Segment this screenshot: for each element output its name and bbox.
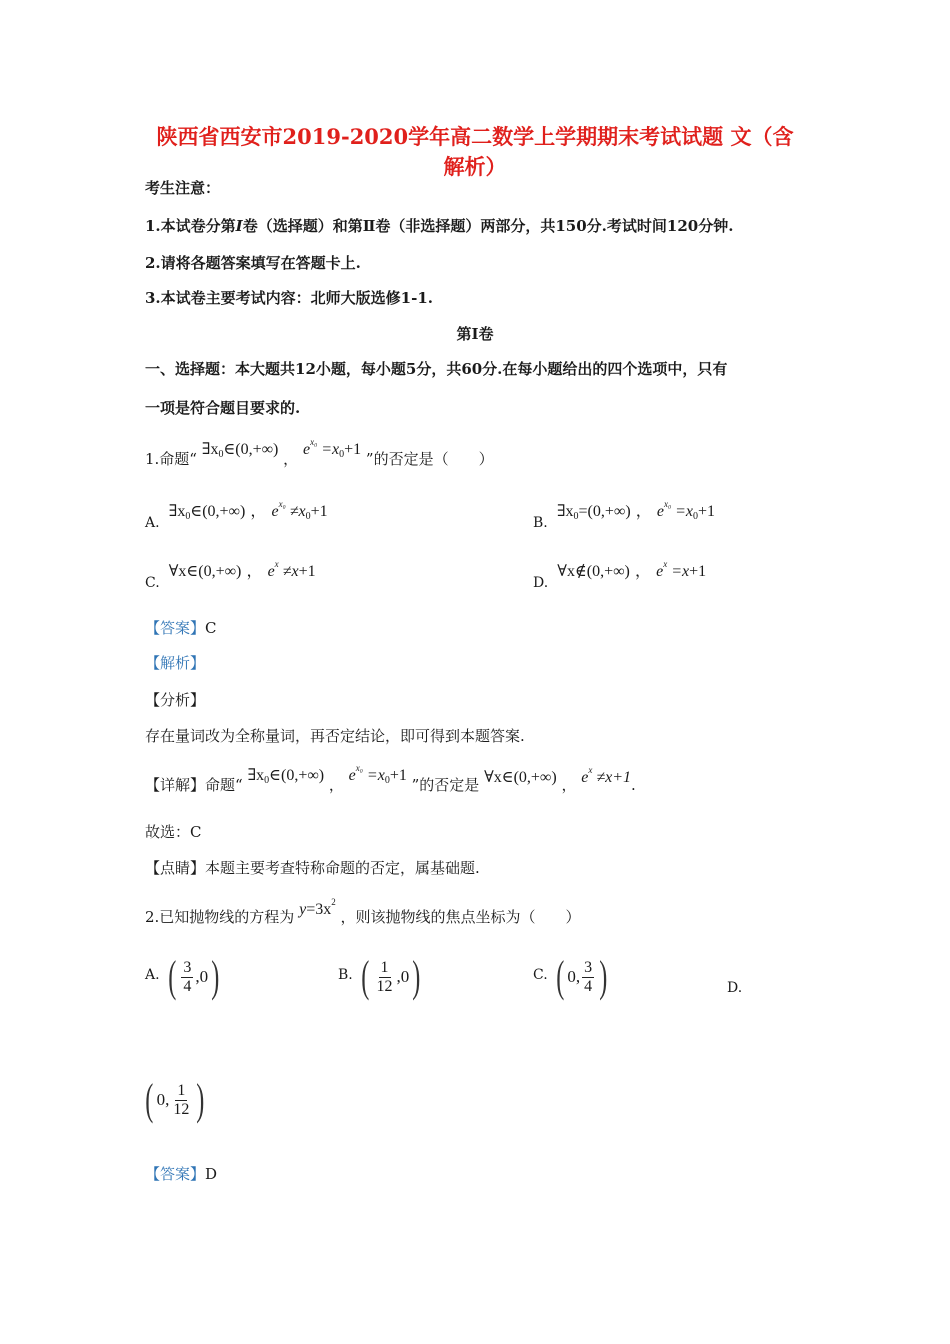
q1-fenxi-tag: 【分析】 — [145, 691, 206, 709]
q2-equation: $y=3x^2$ — [299, 897, 336, 918]
q1-detail-negation-1: ∀x∈(0,+∞) — [484, 769, 557, 786]
q1-option-d[interactable]: D. ∀x∉(0,+∞) ， $e^x =x+1$ — [533, 559, 707, 591]
q1-detail: 【详解】命题“ $\exists x_0\in(0,+\infty)$ ， $e^{x_0} =x_0+1$ ”的否定是 ∀x∈(0,+∞) ， $e^x \ne x+1$. — [145, 763, 636, 794]
q1-fenxi-text: 存在量词改为全称量词，再否定结论，即可得到本题答案. — [145, 727, 525, 745]
q1-option-a[interactable]: A. $\exists x_0\in(0,+\infty)$ ， $e^{x_0} \ne x_0+1$ — [145, 499, 328, 531]
notice-item-3: 3.本试卷主要考试内容：北师大版选修1-1. — [145, 289, 433, 307]
q1-option-b-math-1: $\exists x_0=(0,+\infty)$ — [556, 503, 631, 522]
q1-option-a-math-1: $\exists x_0\in(0,+\infty)$ — [168, 503, 246, 522]
q2-stem: 2.已知抛物线的方程为 $y=3x^2$ ，则该抛物线的焦点坐标为（ ） — [145, 897, 581, 926]
q1-option-c[interactable]: C. ∀x∈(0,+∞) ， $e^x \ne x+1$ — [145, 559, 316, 591]
q1-option-c-math-1: ∀x∈(0,+∞) — [168, 563, 242, 580]
q1-detail-negation-2: $e^x \ne x+1$ — [581, 765, 632, 786]
q1-option-b-math-2: $e^{x_0} =x_0+1$ — [656, 499, 716, 522]
title-line-1: 陕西省西安市2019-2020学年高二数学上学期期末考试试题 文（含 — [156, 124, 794, 149]
q1-answer: 【答案】C — [145, 619, 217, 637]
document-title — [130, 122, 820, 182]
notice-item-1: 1.本试卷分第I卷（选择题）和第Ⅱ卷（非选择题）两部分，共150分.考试时间120分钟. — [145, 217, 734, 235]
q1-option-a-math-2: $e^{x_0} \ne x_0+1$ — [271, 499, 328, 522]
q1-stem: 1.命题“ $\exists x_0\in(0,+\infty)$ ， $e^{x_0} =x_0+1$ ”的否定是（ ） — [145, 437, 494, 468]
section-title: 第Ⅰ卷 — [456, 325, 494, 343]
q2-option-d[interactable]: ( 0 , $\frac{1}{12}$ ) — [145, 1075, 205, 1124]
q1-stmt-exists: $\exists x_0\in(0,+\infty)$ — [201, 441, 279, 460]
q2-option-d-label[interactable]: D. — [727, 980, 743, 996]
q2-option-c[interactable]: C. ( 0 , $\frac{3}{4}$ ) — [533, 952, 608, 1001]
q1-stmt-equation: $e^{x_0} =x_0+1$ — [302, 437, 362, 460]
q1-comment: 【点睛】本题主要考查特称命题的否定，属基础题. — [145, 859, 480, 877]
q1-option-d-math-1: ∀x∉(0,+∞) — [557, 563, 630, 580]
q2-option-a[interactable]: A. ( $\frac{3}{4}$ , 0 ) — [145, 952, 220, 1001]
q2-answer: 【答案】D — [145, 1165, 218, 1183]
notice-heading: 考生注意： — [145, 179, 221, 197]
q1-conclusion: 故选：C — [145, 823, 202, 841]
q1-option-b[interactable]: B. $\exists x_0=(0,+\infty)$ ， $e^{x_0} =x_0+1$ — [533, 499, 716, 531]
q1-option-d-math-2: $e^x =x+1$ — [656, 559, 707, 580]
q2-option-b[interactable]: B. ( $\frac{1}{12}$ , 0 ) — [338, 952, 421, 1001]
part1-instruction-line-1: 一、选择题：本大题共12小题，每小题5分，共60分.在每小题给出的四个选项中，只有 — [145, 360, 728, 378]
q1-analysis-tag: 【解析】 — [145, 654, 206, 672]
q1-option-c-math-2: $e^x \ne x+1$ — [267, 559, 316, 580]
part1-instruction-line-2: 一项是符合题目要求的. — [145, 399, 301, 417]
notice-item-2: 2.请将各题答案填写在答题卡上. — [145, 254, 361, 272]
title-line-2: 解析） — [443, 154, 507, 179]
